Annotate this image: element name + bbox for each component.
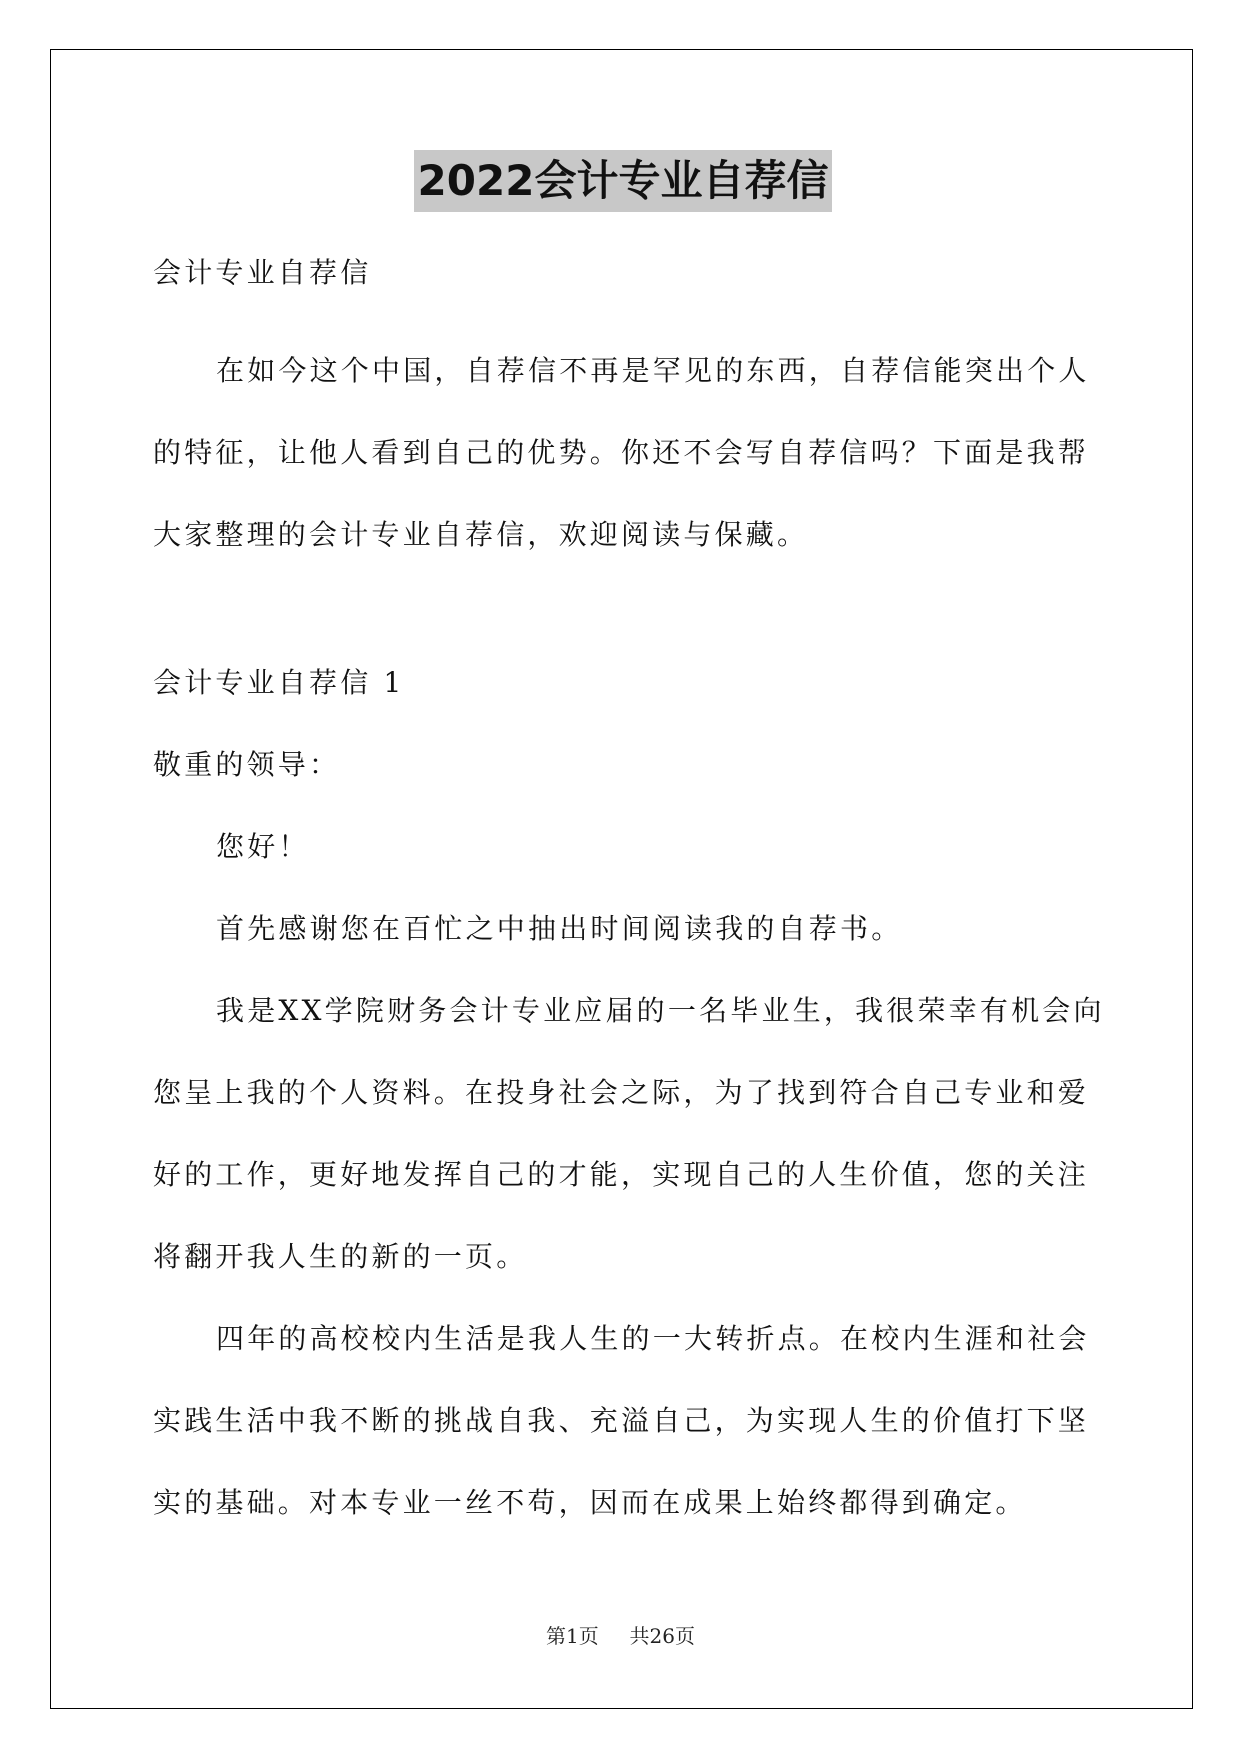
section-heading: 会计专业自荐信 1 bbox=[153, 666, 405, 699]
paragraph-2-line-3: 好的工作，更好地发挥自己的才能，实现自己的人生价值，您的关注 bbox=[153, 1158, 1090, 1191]
paragraph-2-line-1: 我是XX学院财务会计专业应届的一名毕业生，我很荣幸有机会向 bbox=[216, 994, 1105, 1027]
greeting: 您好！ bbox=[216, 830, 310, 863]
page-total: 共26页 bbox=[629, 1624, 695, 1648]
paragraph-3-line-3: 实的基础。对本专业一丝不苟，因而在成果上始终都得到确定。 bbox=[153, 1486, 1027, 1519]
paragraph-2-line-4: 将翻开我人生的新的一页。 bbox=[153, 1240, 528, 1273]
intro-line-3: 大家整理的会计专业自荐信，欢迎阅读与保藏。 bbox=[153, 518, 809, 551]
subtitle: 会计专业自荐信 bbox=[153, 256, 372, 289]
paragraph-3-line-2: 实践生活中我不断的挑战自我、充溢自己，为实现人生的价值打下坚 bbox=[153, 1404, 1090, 1437]
paragraph-3-line-1: 四年的高校校内生活是我人生的一大转折点。在校内生涯和社会 bbox=[216, 1322, 1090, 1355]
page-footer bbox=[0, 1620, 1241, 1649]
salutation: 敬重的领导： bbox=[153, 748, 341, 781]
document-title[interactable]: 2022会计专业自荐信 bbox=[414, 150, 833, 212]
intro-line-2: 的特征，让他人看到自己的优势。你还不会写自荐信吗？下面是我帮 bbox=[153, 436, 1090, 469]
paragraph-2-line-2: 您呈上我的个人资料。在投身社会之际，为了找到符合自己专业和爱 bbox=[153, 1076, 1090, 1109]
paragraph-1: 首先感谢您在百忙之中抽出时间阅读我的自荐书。 bbox=[216, 912, 903, 945]
title-container bbox=[153, 150, 1093, 214]
document-body bbox=[153, 150, 1105, 1544]
page-number: 第1页 bbox=[546, 1624, 599, 1648]
intro-line-1: 在如今这个中国，自荐信不再是罕见的东西，自荐信能突出个人 bbox=[216, 354, 1090, 387]
